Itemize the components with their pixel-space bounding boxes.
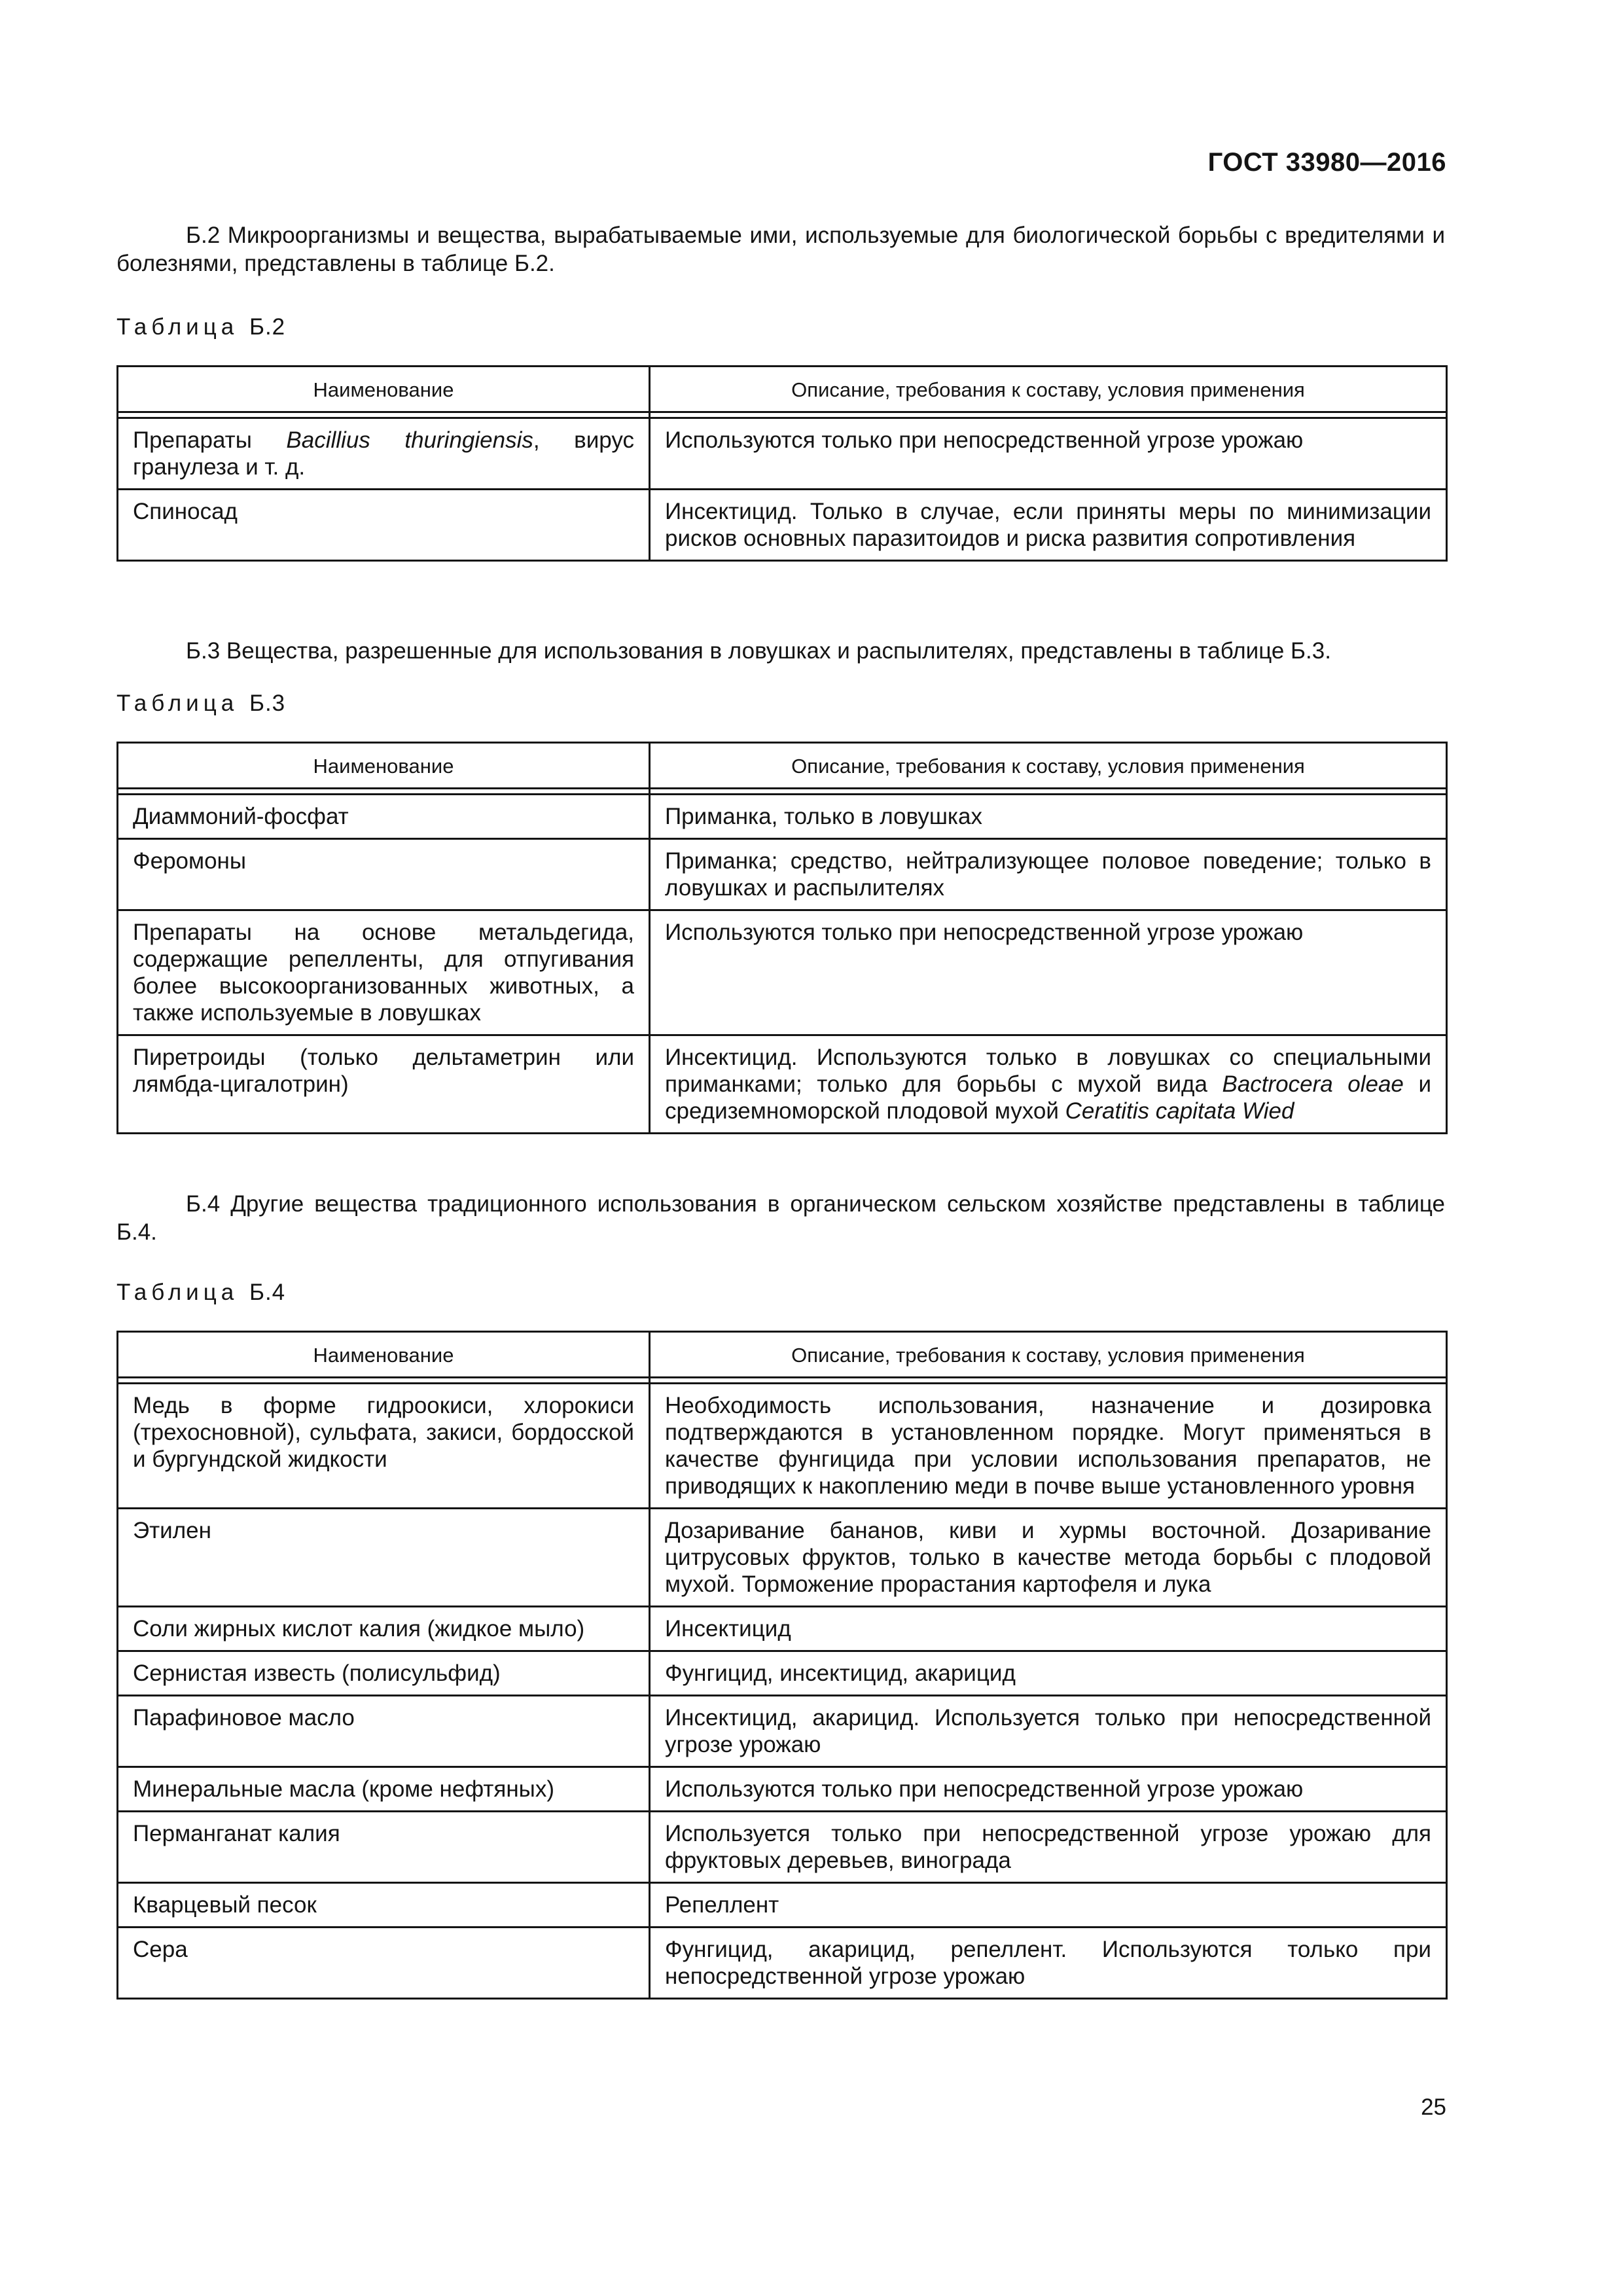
table-row (118, 1651, 1447, 1696)
cell-name: Минеральные масла (кроме нефтяных) (118, 1767, 650, 1812)
table-row (118, 1812, 1447, 1883)
paragraph-b3: Б.3 Вещества, разрешенные для использования в ловушках и распылителях, представлены в таблице Б.3. (186, 638, 1331, 664)
cell-name: Препараты на основе метальдегида, содержащие репелленты, для отпугивания более высокоорганизованных животных, а также используемые в ловушках (118, 910, 650, 1035)
cell-description: Используются только при непосредственной угрозе урожаю (650, 418, 1447, 490)
cell-description: Фунгицид, инсектицид, акарицид (650, 1651, 1447, 1696)
column-header-description: Описание, требования к составу, условия применения (650, 367, 1447, 412)
table-row (118, 418, 1447, 490)
cell-name: Диаммоний-фосфат (118, 795, 650, 839)
table-header-row (118, 367, 1447, 412)
paragraph-b4: Б.4 Другие вещества традиционного использования в органическом сельском хозяйстве представлены в таблице Б.4. (116, 1191, 1445, 1245)
column-header-name: Наименование (118, 367, 650, 412)
cell-name: Перманганат калия (118, 1812, 650, 1883)
table-caption-b2: Таблица Б.2 (116, 314, 286, 340)
cell-name: Пиретроиды (только дельтаметрин или лямбда-цигалотрин) (118, 1035, 650, 1134)
cell-description: Инсектицид (650, 1607, 1447, 1651)
cell-description: Используются только при непосредственной угрозе урожаю (650, 910, 1447, 1035)
table-header-row (118, 1332, 1447, 1378)
cell-name: Соли жирных кислот калия (жидкое мыло) (118, 1607, 650, 1651)
table-row (118, 795, 1447, 839)
column-header-description: Описание, требования к составу, условия применения (650, 1332, 1447, 1378)
table-header-row (118, 743, 1447, 789)
table-row (118, 1928, 1447, 1999)
column-header-name: Наименование (118, 1332, 650, 1378)
page-number: 25 (1421, 2094, 1446, 2120)
cell-name: Спиносад (118, 490, 650, 561)
table-row (118, 1607, 1447, 1651)
table-row (118, 1509, 1447, 1607)
table-row (118, 1384, 1447, 1509)
cell-description: Используется только при непосредственной угрозе урожаю для фруктовых деревьев, винограда (650, 1812, 1447, 1883)
table-row (118, 1035, 1447, 1134)
column-header-description: Описание, требования к составу, условия применения (650, 743, 1447, 789)
cell-name: Препараты Bacillius thuringiensis, вирус гранулеза и т. д. (118, 418, 650, 490)
cell-name: Сера (118, 1928, 650, 1999)
cell-name: Парафиновое масло (118, 1696, 650, 1767)
cell-description: Дозаривание бананов, киви и хурмы восточной. Дозаривание цитрусовых фруктов, только в качестве метода борьбы с плодовой мухой. Торможение прорастания картофеля и лука (650, 1509, 1447, 1607)
cell-name: Этилен (118, 1509, 650, 1607)
cell-description: Используются только при непосредственной угрозе урожаю (650, 1767, 1447, 1812)
cell-description: Репеллент (650, 1883, 1447, 1928)
cell-description: Приманка, только в ловушках (650, 795, 1447, 839)
document-code: ГОСТ 33980—2016 (1207, 148, 1446, 177)
cell-description: Фунгицид, акарицид, репеллент. Используются только при непосредственной угрозе урожаю (650, 1928, 1447, 1999)
column-header-name: Наименование (118, 743, 650, 789)
table-row (118, 490, 1447, 561)
cell-description: Инсектицид. Используются только в ловушках со специальными приманками; только для борьбы с мухой вида Bactrocera oleae и средиземноморской плодовой мухой Ceratitis capitata Wied (650, 1035, 1447, 1134)
cell-description: Инсектицид, акарицид. Используется только при непосредственной угрозе урожаю (650, 1696, 1447, 1767)
table-row (118, 1767, 1447, 1812)
table-b2 (116, 365, 1448, 562)
cell-name: Феромоны (118, 839, 650, 910)
cell-name: Кварцевый песок (118, 1883, 650, 1928)
cell-description: Необходимость использования, назначение и дозировка подтверждаются в установленном порядке. Могут применяться в качестве фунгицида при условии использования препаратов, не приводящих к накоплению меди в почве выше установленного уровня (650, 1384, 1447, 1509)
paragraph-b2: Б.2 Микроорганизмы и вещества, вырабатываемые ими, используемые для биологической борьбы с вредителями и болезнями, представлены в таблице Б.2. (116, 223, 1445, 276)
table-caption-b3: Таблица Б.3 (116, 691, 286, 716)
table-b4 (116, 1331, 1448, 2000)
table-row (118, 839, 1447, 910)
table-row (118, 1883, 1447, 1928)
cell-description: Приманка; средство, нейтрализующее половое поведение; только в ловушках и распылителях (650, 839, 1447, 910)
table-row (118, 910, 1447, 1035)
table-b3 (116, 742, 1448, 1134)
table-caption-b4: Таблица Б.4 (116, 1280, 286, 1305)
cell-name: Сернистая известь (полисульфид) (118, 1651, 650, 1696)
table-row (118, 1696, 1447, 1767)
cell-name: Медь в форме гидроокиси, хлорокиси (трехосновной), сульфата, закиси, бордосской и бургундской жидкости (118, 1384, 650, 1509)
cell-description: Инсектицид. Только в случае, если приняты меры по минимизации рисков основных паразитоидов и риска развития сопротивления (650, 490, 1447, 561)
